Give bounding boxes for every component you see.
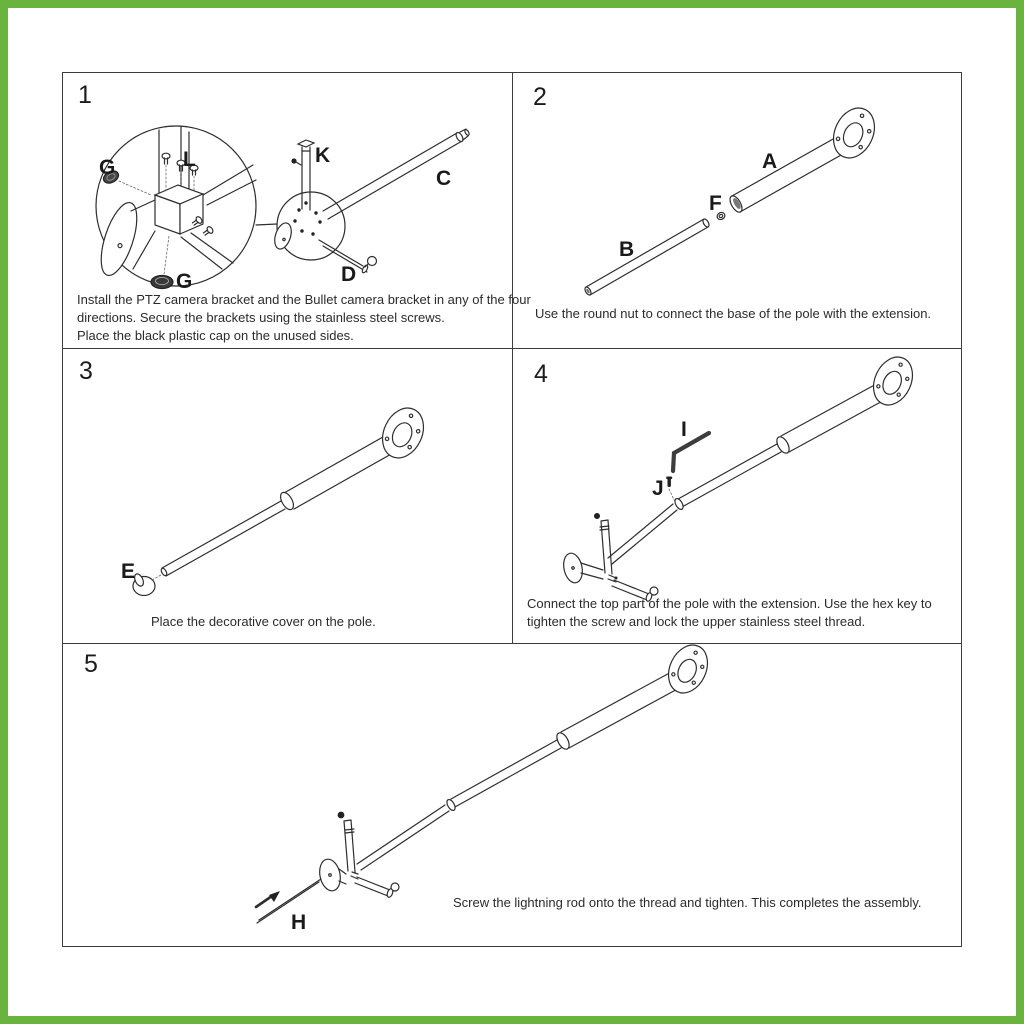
wall-flange bbox=[826, 101, 882, 164]
step-5-caption: Screw the lightning rod onto the thread and tighten. This completes the assembly. bbox=[453, 895, 922, 910]
part-label-f-nut: F bbox=[709, 192, 722, 215]
flange-disc bbox=[94, 199, 144, 280]
step-number: 1 bbox=[78, 81, 92, 109]
step-number: 4 bbox=[534, 360, 548, 388]
part-label-g-cap: G bbox=[99, 156, 116, 179]
pole-bracket bbox=[561, 513, 658, 602]
wall-flange bbox=[866, 351, 920, 412]
step-number: 5 bbox=[84, 650, 98, 678]
part-label-h-rod: H bbox=[291, 911, 307, 934]
part-label-d-bracket: D bbox=[341, 263, 357, 286]
part-label-b-pole: B bbox=[619, 238, 635, 261]
step3-pole-diagram bbox=[63, 349, 513, 644]
part-label-k-screw: K bbox=[315, 144, 331, 167]
part-label-a-pole: A bbox=[762, 150, 778, 173]
pole-bracket bbox=[317, 812, 399, 898]
step-number: 2 bbox=[533, 83, 547, 111]
step-3-panel bbox=[63, 349, 513, 644]
part-label-j-screw: J bbox=[652, 477, 664, 500]
step-2-caption: Use the round nut to connect the base of the pole with the extension. bbox=[535, 306, 932, 321]
step-number: 3 bbox=[79, 357, 93, 385]
instruction-grid bbox=[62, 72, 962, 947]
part-label-e-cover: E bbox=[121, 560, 136, 583]
part-label-g-cap-bottom: G bbox=[176, 270, 193, 293]
step-3-caption: Place the decorative cover on the pole. bbox=[151, 614, 376, 629]
step-4-caption: Connect the top part of the pole with the extension. Use the hex key to tighten the screw and lock the upper stainless steel thread. bbox=[527, 596, 932, 629]
part-label-l-screws: L bbox=[183, 148, 196, 171]
wall-flange bbox=[375, 401, 431, 464]
hex-key bbox=[673, 433, 709, 471]
set-screw bbox=[666, 477, 672, 488]
decorative-cover bbox=[133, 573, 155, 596]
step-1-caption: Install the PTZ camera bracket and the Bullet camera bracket in any of the four directions. Secure the brackets using the stainless steel screws. Place the black plastic cap on the unused sides. bbox=[77, 292, 531, 343]
black-cap-icon bbox=[151, 276, 173, 289]
step-5-panel bbox=[63, 644, 961, 946]
step-2-panel bbox=[513, 73, 961, 349]
step-1-panel bbox=[63, 73, 531, 349]
step-4-panel bbox=[513, 349, 961, 644]
part-label-i-hexkey: I bbox=[681, 418, 687, 441]
wall-flange bbox=[661, 644, 715, 699]
arrow-icon bbox=[256, 891, 280, 907]
part-label-c-bracket: C bbox=[436, 167, 452, 190]
